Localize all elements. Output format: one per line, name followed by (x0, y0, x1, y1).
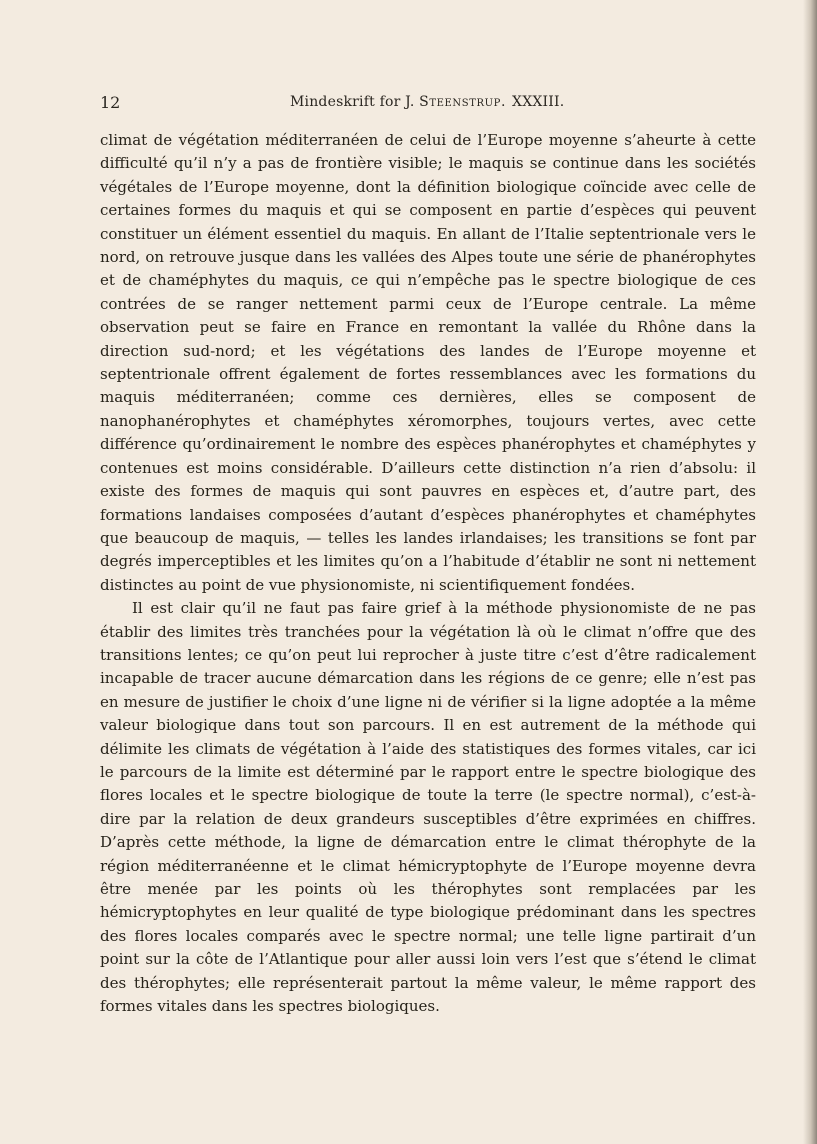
body-text (100, 129, 756, 1018)
running-title (290, 94, 564, 110)
running-title-volume: XXXIII. (512, 94, 565, 110)
page-edge-shadow (803, 0, 817, 1144)
paragraph-continued: climat de végétation méditerranéen de celui de l’Europe moyenne s’aheurte à cette difficulté qu’il n’y a pas de frontière visible; le maquis se continue dans les sociétés végétales de l’Europe moyenne, dont la définition biologique coïncide avec celle de certaines formes du maquis et qui se composent en partie d’espèces qui peuvent constituer un élément essentiel du maquis. En allant de l’Italie septentrionale vers le nord, on retrouve jusque dans les vallées des Alpes toute une série de phanérophytes et de chaméphytes du maquis, ce qui n’empêche pas le spectre biologique de ces contrées de se ranger nettement parmi ceux de l’Europe centrale. La même observation peut se faire en France en remontant la vallée du Rhône dans la direction sud-nord; et les végétations des landes de l’Europe moyenne et septentrionale offrent également de fortes ressemblances avec les formations du maquis méditerranéen; comme ces dernières, elles se composent de nanophanérophytes et chaméphytes xéromorphes, toujours vertes, avec cette différence qu’ordinairement le nombre des espèces phanérophytes et chaméphytes y contenues est moins considérable. D’ailleurs cette distinction n’a rien d’absolu: il existe des formes de maquis qui sont pauvres en espèces et, d’autre part, des formations landaises composées d’autant d’espèces phanérophytes et chaméphytes que beaucoup de maquis, — telles les landes irlandaises; les transitions se font par degrés imperceptibles et les limites qu’on a l’habitude d’établir ne sont ni nettement distinctes au point de vue physionomiste, ni scientifiquement fondées. (100, 131, 756, 594)
running-header (100, 93, 756, 115)
running-title-prefix: Mindeskrift for J. (290, 94, 415, 110)
paragraph-methode: Il est clair qu’il ne faut pas faire grief à la méthode physionomiste de ne pas établir des limites très tranchées pour la végétation là où le climat n’offre que des transitions lentes; ce qu’on peut lui reprocher à juste titre c’est d’être radicalement incapable de tracer aucune démarcation dans les régions de ce genre; elle n’est pas en mesure de justifier le choix d’une ligne ni de vérifier si la ligne adoptée a la même valeur biologique dans tout son parcours. Il en est autrement de la méthode qui délimite les climats de végétation à l’aide des statistiques des formes vitales, car ici le parcours de la limite est déterminé par le rapport entre le spectre biologique des flores locales et le spectre biologique de toute la terre (le spectre normal), c’est-à-dire par la relation de deux grandeurs susceptibles d’être exprimées en chiffres. D’après cette méthode, la ligne de démarcation entre le climat thérophyte de la région méditerranéenne et le climat hémicryptophyte de l’Europe moyenne devra être menée par les points où les thérophytes sont remplacées par les hémicryptophytes en leur qualité de type biologique prédominant dans les spectres des flores locales comparés avec le spectre normal; une telle ligne partirait d’un point sur la côte de l’Atlantique pour aller aussi loin vers l’est que s’étend le climat des thérophytes; elle représenterait partout la même valeur, le même rapport des formes vitales dans les spectres biologiques. (100, 599, 756, 1016)
page-number: 12 (100, 93, 121, 112)
running-title-name: Steenstrup. (419, 94, 507, 110)
